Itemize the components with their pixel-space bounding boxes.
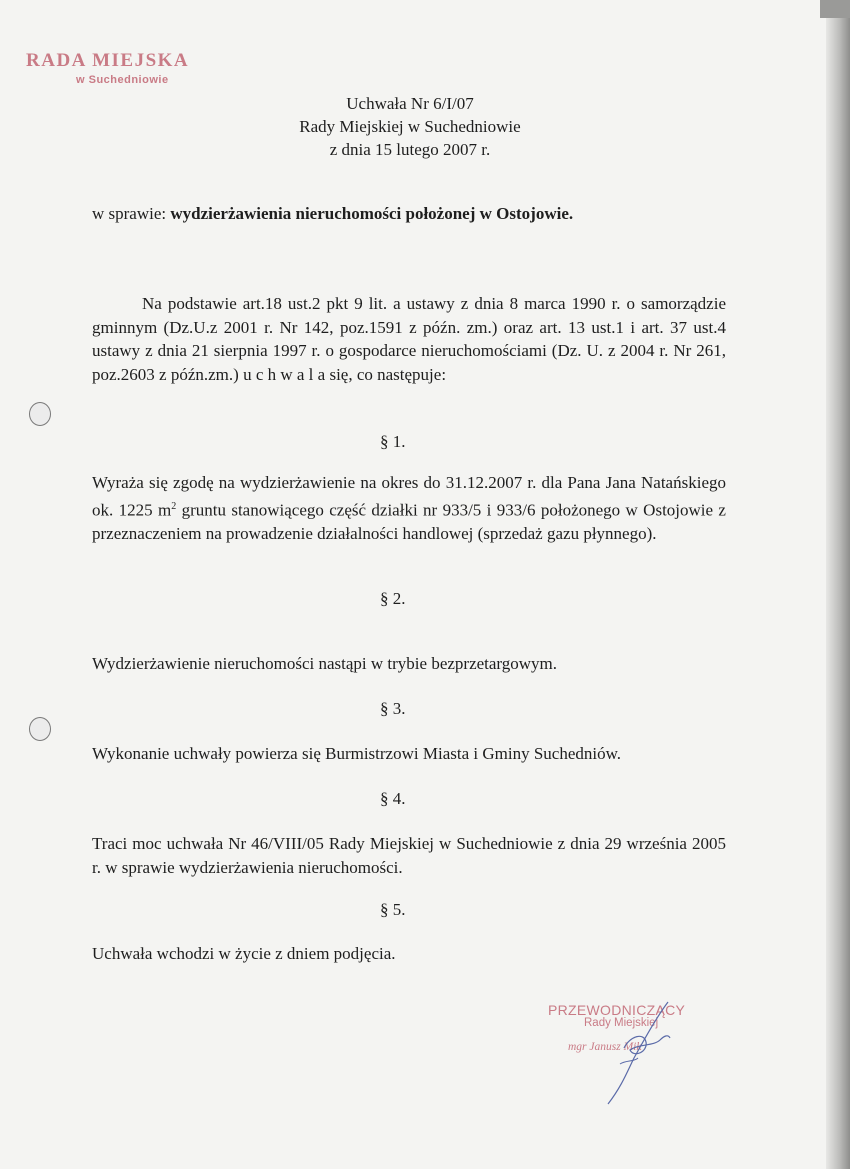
scan-corner-shadow [820,0,850,18]
resolution-date: z dnia 15 lutego 2007 r. [329,140,491,159]
section-4-text: Traci moc uchwała Nr 46/VIII/05 Rady Miejskiej w Suchedniowie z dnia 29 września 2005 r. w sprawie wydzierżawienia nieruchomości. [92,834,726,877]
signature-subtitle: Rady Miejskiej [584,1017,659,1029]
section-3-heading: § 3. [380,699,406,718]
resolution-body: Rady Miejskiej w Suchedniowie [299,117,521,136]
section-5-heading: § 5. [380,900,406,919]
section-1-text-rest: gruntu stanowiącego część działki nr 933/5 i 933/6 położonego w Ostojowie z przeznaczeniem na prowadzenie działalności handlowej (sprzedaż gazu płynnego). [92,500,726,543]
subject-prefix: w sprawie: [92,204,171,223]
section-3-text: Wykonanie uchwały powierza się Burmistrzowi Miasta i Gminy Suchedniów. [92,744,622,763]
handwritten-signature [560,1000,710,1110]
section-1-text [92,471,726,545]
legal-basis-paragraph: Na podstawie art.18 ust.2 pkt 9 lit. a ustawy z dnia 8 marca 1990 r. o samorządzie gminnym (Dz.U.z 2001 r. Nr 142, poz.1591 z późn. zm.) oraz art. 13 ust.1 i art. 37 ust.4 ustawy z dnia 21 sierpnia 1997 r. o gospodarce nieruchomościami (Dz. U. z 2004 r. Nr 261, poz.2603 z późn.zm.) u c h w a l a się, co następuje: [92,294,726,384]
subject-text: wydzierżawienia nieruchomości położonej w Ostojowie. [170,204,574,223]
stamp-title: RADA MIEJSKA [26,50,190,71]
section-2-heading: § 2. [380,589,406,608]
punch-hole-lower [29,717,51,741]
section-4-heading: § 4. [380,789,406,808]
section-5-text: Uchwała wchodzi w życie z dniem podjęcia. [92,944,396,963]
stamp-subtitle: w Suchedniowie [76,74,169,86]
signatory-name: mgr Janusz Mik [568,1041,642,1053]
area-unit-superscript: 2 [171,500,177,512]
resolution-header [210,92,610,161]
section-1-heading: § 1. [380,432,406,451]
section-2-text: Wydzierżawienie nieruchomości nastąpi w trybie bezprzetargowym. [92,654,558,673]
resolution-number: Uchwała Nr 6/I/07 [346,94,474,113]
signature-title: PRZEWODNICZĄCY [548,1002,686,1018]
punch-hole-upper [29,402,51,426]
resolution-subject [92,204,712,224]
section-1-text-main: Wyraża się zgodę na wydzierżawienie na okres do 31.12.2007 r. dla Pana Jana Natańskiego ok. 1225 m [92,473,726,520]
council-stamp [26,50,226,86]
scan-edge-shadow [826,0,850,1169]
